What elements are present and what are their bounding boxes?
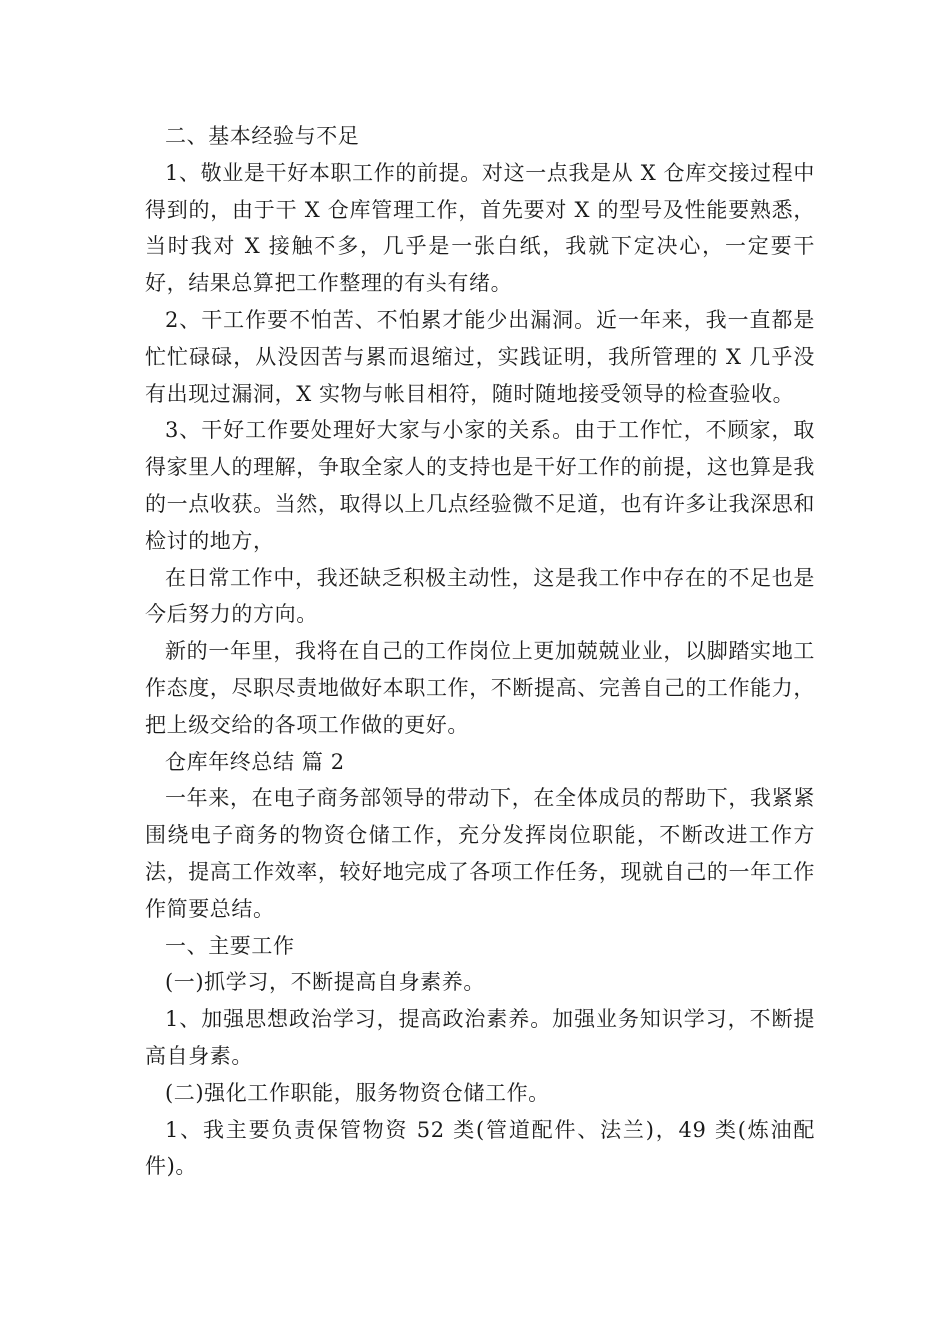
paragraph-family: 3、干好工作要处理好大家与小家的关系。由于工作忙，不顾家，取得家里人的理解，争取全家人的支持也是干好工作的前提，这也算是我的一点收获。当然，取得以上几点经验微不足道，也有许多让我深思和检讨的地方， xyxy=(145,418,815,553)
paragraph-shortcoming: 在日常工作中，我还缺乏积极主动性，这是我工作中存在的不足也是今后努力的方向。 xyxy=(145,565,815,627)
paragraph-materials: 1、我主要负责保管物资 52 类(管道配件、法兰)，49 类(炼油配件)。 xyxy=(145,1117,815,1179)
subheading-study: (一)抓学习，不断提高自身素养。 xyxy=(165,970,485,995)
article-title-part-2: 仓库年终总结 篇 2 xyxy=(165,749,345,774)
paragraph-dedication: 1、敬业是干好本职工作的前提。对这一点我是从 X 仓库交接过程中得到的，由于干 X 仓库管理工作，首先要对 X 的型号及性能要熟悉，当时我对 X 接触不多，几乎是一张白纸，我就下定决心，一定要干好，结果总算把工作整理的有头有绪。 xyxy=(145,160,815,296)
paragraph-intro: 一年来，在电子商务部领导的带动下，在全体成员的帮助下，我紧紧围绕电子商务的物资仓储工作，充分发挥岗位职能，不断改进工作方法，提高工作效率，较好地完成了各项工作任务，现就自己的一年工作作简要总结。 xyxy=(145,786,815,921)
paragraph-new-year: 新的一年里，我将在自己的工作岗位上更加兢兢业业，以脚踏实地工作态度，尽职尽责地做好本职工作，不断提高、完善自己的工作能力，把上级交给的各项工作做的更好。 xyxy=(145,639,815,737)
paragraph-political-study: 1、加强思想政治学习，提高政治素养。加强业务知识学习，不断提高自身素。 xyxy=(145,1007,815,1068)
paragraph-hard-work: 2、干工作要不怕苦、不怕累才能少出漏洞。近一年来，我一直都是忙忙碌碌，从没因苦与累而退缩过，实践证明，我所管理的 X 几乎没有出现过漏洞，X 实物与帐目相符，随时随地接受领导的检查验收。 xyxy=(145,307,815,406)
section-heading-experience: 二、基本经验与不足 xyxy=(165,124,360,148)
subheading-job-function: (二)强化工作职能，服务物资仓储工作。 xyxy=(165,1080,550,1105)
document-body xyxy=(145,118,815,1185)
section-heading-main-work: 一、主要工作 xyxy=(165,933,295,958)
